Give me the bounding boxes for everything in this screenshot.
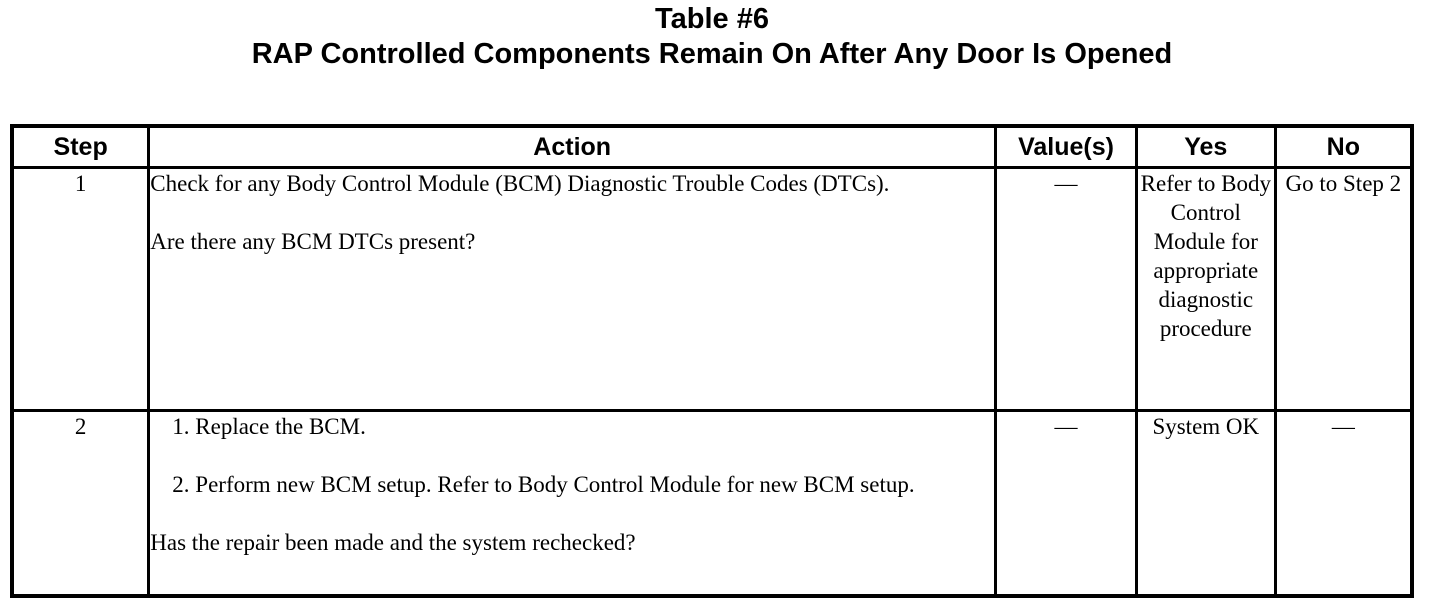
action-list-item: 2. Perform new BCM setup. Refer to Body Control Module for new BCM setup.	[172, 472, 915, 497]
action-question: Has the repair been made and the system rechecked?	[150, 530, 636, 555]
table-row	[12, 411, 1412, 597]
action-cell	[149, 411, 996, 597]
table-heading-title: RAP Controlled Components Remain On After Any Door Is Opened	[251, 38, 1173, 70]
step-number: 2	[12, 411, 149, 597]
action-list-item: 1. Replace the BCM.	[172, 414, 366, 439]
table-number-title: Table #6	[655, 3, 769, 35]
table-header-row	[12, 126, 1412, 168]
action-cell	[149, 168, 996, 411]
value-cell: —	[996, 411, 1137, 597]
header-action: Action	[149, 126, 996, 168]
header-step: Step	[12, 126, 149, 168]
no-cell: Go to Step 2	[1275, 168, 1412, 411]
action-instruction: Check for any Body Control Module (BCM) Diagnostic Trouble Codes (DTCs).	[150, 171, 890, 196]
step-number: 1	[12, 168, 149, 411]
value-cell: —	[996, 168, 1137, 411]
yes-cell: Refer to Body Control Module for appropriate diagnostic procedure	[1136, 168, 1275, 411]
action-question: Are there any BCM DTCs present?	[150, 229, 476, 254]
no-cell: —	[1275, 411, 1412, 597]
yes-cell: System OK	[1136, 411, 1275, 597]
header-no: No	[1275, 126, 1412, 168]
diagnostic-table	[10, 124, 1414, 598]
header-yes: Yes	[1136, 126, 1275, 168]
table-row	[12, 168, 1412, 411]
header-values: Value(s)	[996, 126, 1137, 168]
